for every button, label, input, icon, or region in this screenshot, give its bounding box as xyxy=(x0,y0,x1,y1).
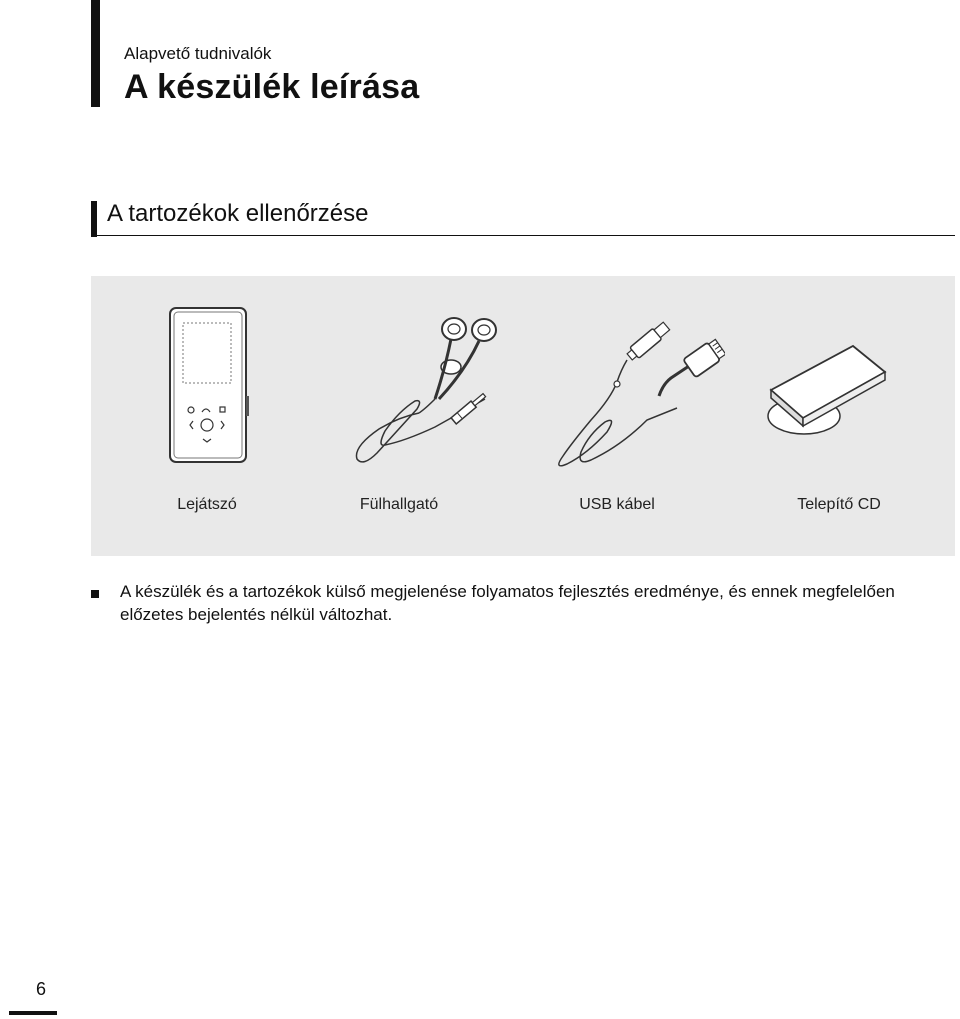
footer-rule xyxy=(9,1011,57,1015)
accessory-earphones xyxy=(291,276,507,556)
accessory-label: USB kábel xyxy=(579,496,655,513)
install-cd-icon xyxy=(731,296,947,486)
player-icon xyxy=(99,296,315,486)
chapter-kicker: Alapvető tudnivalók xyxy=(124,44,272,63)
page-title: A készülék leírása xyxy=(124,68,420,106)
section-title: A tartozékok ellenőrzése xyxy=(107,200,369,227)
accessory-label: Lejátszó xyxy=(177,496,237,513)
accessory-label: Telepítő CD xyxy=(797,496,881,513)
bullet-icon xyxy=(91,590,99,598)
accessory-player xyxy=(99,276,315,556)
section-bar xyxy=(91,201,97,237)
usb-cable-icon xyxy=(509,296,725,486)
accessory-install-cd xyxy=(731,276,947,556)
note-text: A készülék és a tartozékok külső megjelenése folyamatos fejlesztés eredménye, és ennek megfelelően előzetes bejelentés nélkül változhat. xyxy=(120,582,895,624)
accessories-panel xyxy=(91,276,955,556)
section-rule xyxy=(97,235,955,236)
accessory-usb-cable xyxy=(509,276,725,556)
header-bar xyxy=(91,0,100,107)
accessory-label: Fülhallgató xyxy=(359,496,439,513)
earphones-icon xyxy=(291,296,507,486)
page-number: 6 xyxy=(36,979,47,999)
